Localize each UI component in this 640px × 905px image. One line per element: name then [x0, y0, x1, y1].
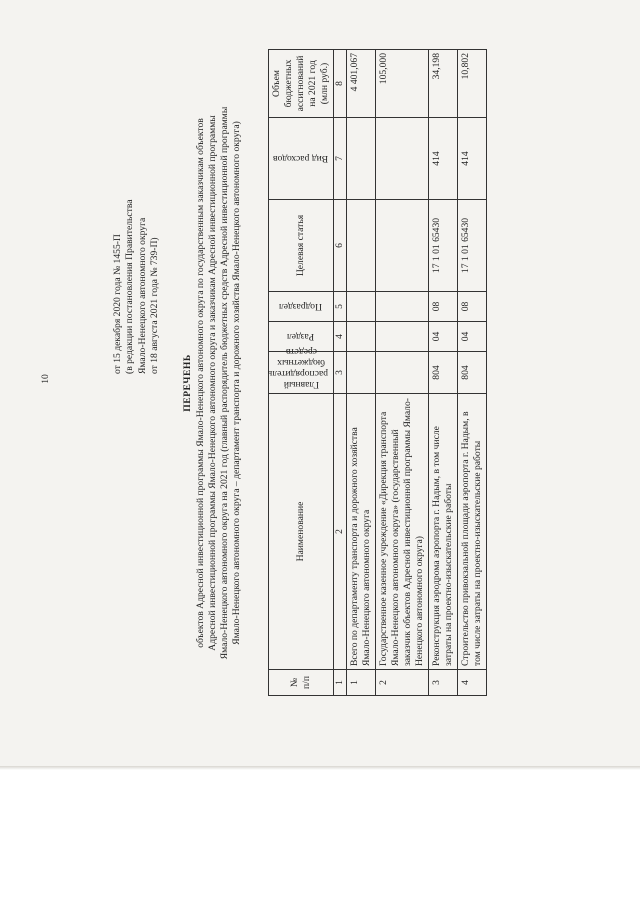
cell-razdel: 04 — [428, 322, 457, 352]
table-row — [428, 50, 457, 696]
cell-chief-manager: 804 — [457, 352, 486, 394]
cell-target-article — [375, 200, 428, 292]
resolution-line: (в редакции постановления Правительства — [124, 199, 136, 374]
cell-target-article — [346, 200, 375, 292]
cell-num: 4 — [457, 670, 486, 696]
table-row — [375, 50, 428, 696]
cell-name: Реконструкция аэродрома аэропорта г. Надым, в том числе затраты на проектно-изыскательские работы — [428, 394, 457, 670]
objects-table — [268, 49, 487, 696]
cell-podrazdel: 08 — [428, 292, 457, 322]
cell-name: Всего по департаменту транспорта и дорожного хозяйства Ямало-Ненецкого автономного округа — [346, 394, 375, 670]
cell-volume: 105,000 — [375, 50, 428, 118]
page-number: 10 — [40, 374, 51, 384]
table-row — [457, 50, 486, 696]
header-num: № п/п — [269, 670, 334, 696]
index-cell: 3 — [333, 352, 346, 394]
cell-expense-type — [346, 118, 375, 200]
header-target-article: Целевая статья — [269, 200, 334, 292]
cell-volume: 10,802 — [457, 50, 486, 118]
cell-name: Строительство привокзальной площади аэропорта г. Надым, в том числе затраты на проектно-изыскательские работы — [457, 394, 486, 670]
cell-razdel — [346, 322, 375, 352]
index-cell: 6 — [333, 200, 346, 292]
heading-line: объектов Адресной инвестиционной программы Ямало-Ненецкого автономного округа по государственным заказчикам объектов — [194, 118, 206, 648]
heading-line: Ямало-Ненецкого автономного округа на 2021 год (главный распорядитель бюджетных средств Адресной инвестиционной программы — [218, 106, 230, 660]
column-index-row — [333, 50, 346, 696]
heading-line: Ямало-Ненецкого автономного округа – департамент транспорта и дорожного хозяйства Ямало-Ненецкого автономного округа) — [230, 121, 242, 645]
cell-chief-manager: 804 — [428, 352, 457, 394]
resolution-line: Ямало-Ненецкого автономного округа — [136, 217, 148, 374]
cell-num: 2 — [375, 670, 428, 696]
cell-razdel: 04 — [457, 322, 486, 352]
index-cell: 4 — [333, 322, 346, 352]
cell-volume: 4 401,067 — [346, 50, 375, 118]
cell-target-article: 17 1 01 65430 — [428, 200, 457, 292]
table-row — [346, 50, 375, 696]
heading-line: Адресной инвестиционной программы Ямало-Ненецкого автономного округа и заказчикам Адресной инвестиционной программы — [206, 115, 218, 651]
header-name: Наименование — [269, 394, 334, 670]
cell-expense-type: 414 — [428, 118, 457, 200]
document-heading — [182, 0, 243, 766]
cell-num: 3 — [428, 670, 457, 696]
header-razdel: Раздел — [269, 322, 334, 352]
cell-name: Государственное казенное учреждение «Дирекция транспорта Ямало-Ненецкого автономного округа» (государственный заказчик объектов Адресной инвестиционной программы Ямало-Ненецкого автономного округа) — [375, 394, 428, 670]
cell-podrazdel — [375, 292, 428, 322]
index-cell: 8 — [333, 50, 346, 118]
index-cell: 7 — [333, 118, 346, 200]
cell-num: 1 — [346, 670, 375, 696]
document-title: ПЕРЕЧЕНЬ — [182, 354, 193, 412]
cell-chief-manager — [346, 352, 375, 394]
header-podrazdel: Подраздел — [269, 292, 334, 322]
cell-podrazdel: 08 — [457, 292, 486, 322]
cell-podrazdel — [346, 292, 375, 322]
cell-expense-type: 414 — [457, 118, 486, 200]
index-cell: 5 — [333, 292, 346, 322]
scan-edge — [0, 766, 640, 770]
table-header-row — [269, 50, 334, 696]
cell-expense-type — [375, 118, 428, 200]
cell-chief-manager — [375, 352, 428, 394]
resolution-line: от 18 августа 2021 года № 739-П) — [148, 237, 160, 374]
header-volume: Объем бюджетных ассигнований на 2021 год (млн руб.) — [269, 50, 334, 118]
cell-volume: 34,198 — [428, 50, 457, 118]
header-expense-type: Вид расходов — [269, 118, 334, 200]
index-cell: 1 — [333, 670, 346, 696]
index-cell: 2 — [333, 394, 346, 670]
header-chief-manager: Главный распорядитель бюджетных средств — [269, 352, 334, 394]
cell-razdel — [375, 322, 428, 352]
cell-target-article: 17 1 01 65430 — [457, 200, 486, 292]
resolution-line: от 15 декабря 2020 года № 1455-П — [112, 234, 123, 374]
resolution-reference — [112, 74, 161, 374]
